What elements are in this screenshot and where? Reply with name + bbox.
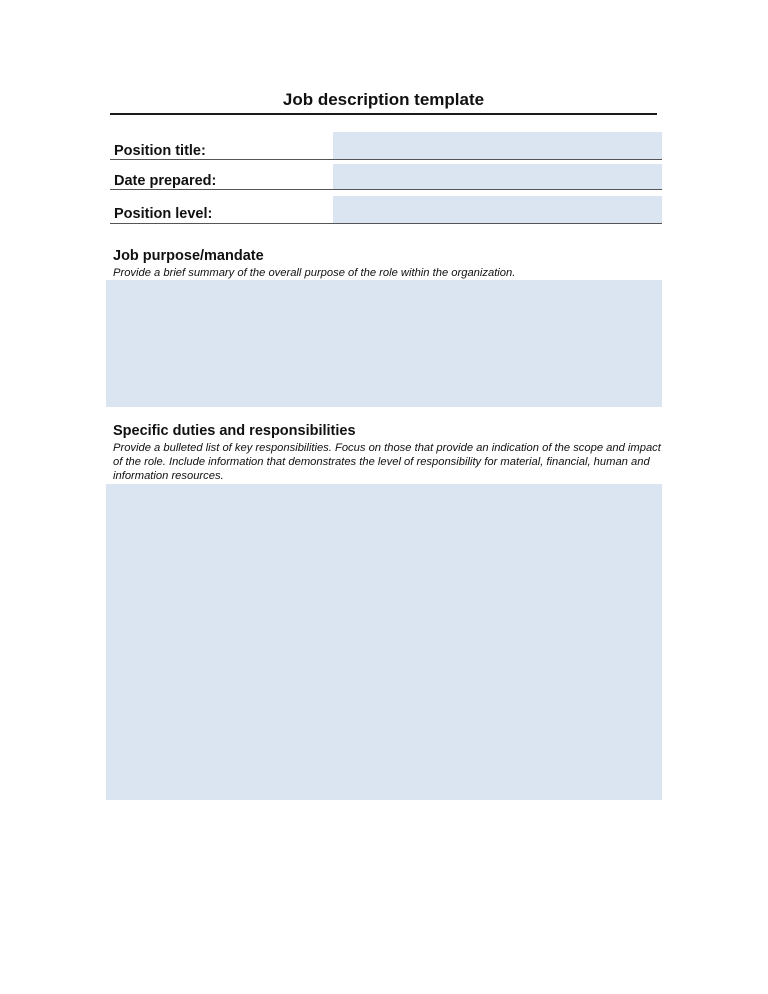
position-level-label: Position level: <box>114 206 213 222</box>
job-purpose-heading: Job purpose/mandate <box>113 248 264 264</box>
field-row-position-title <box>110 131 662 161</box>
title-divider <box>110 113 657 115</box>
field-row-position-level <box>110 194 662 225</box>
job-purpose-description: Provide a brief summary of the overall purpose of the role within the organization. <box>113 267 516 279</box>
date-prepared-divider <box>110 189 662 190</box>
position-level-divider <box>110 223 662 224</box>
document-title: Job description template <box>282 90 485 109</box>
duties-input-area[interactable] <box>106 484 662 800</box>
position-title-divider <box>110 159 662 160</box>
date-prepared-field[interactable] <box>333 164 662 189</box>
job-purpose-input-area[interactable] <box>106 280 662 407</box>
duties-description: Provide a bulleted list of key responsibilities. Focus on those that provide an indication of the scope and impact of the role. Include information that demonstrates the level of responsibility for material, financial, human and information resources. <box>113 442 661 482</box>
position-title-label: Position title: <box>114 143 206 159</box>
duties-heading: Specific duties and responsibilities <box>113 423 356 439</box>
field-row-date-prepared <box>110 163 662 191</box>
position-level-field[interactable] <box>333 196 662 223</box>
position-title-field[interactable] <box>333 132 662 159</box>
date-prepared-label: Date prepared: <box>114 173 217 189</box>
